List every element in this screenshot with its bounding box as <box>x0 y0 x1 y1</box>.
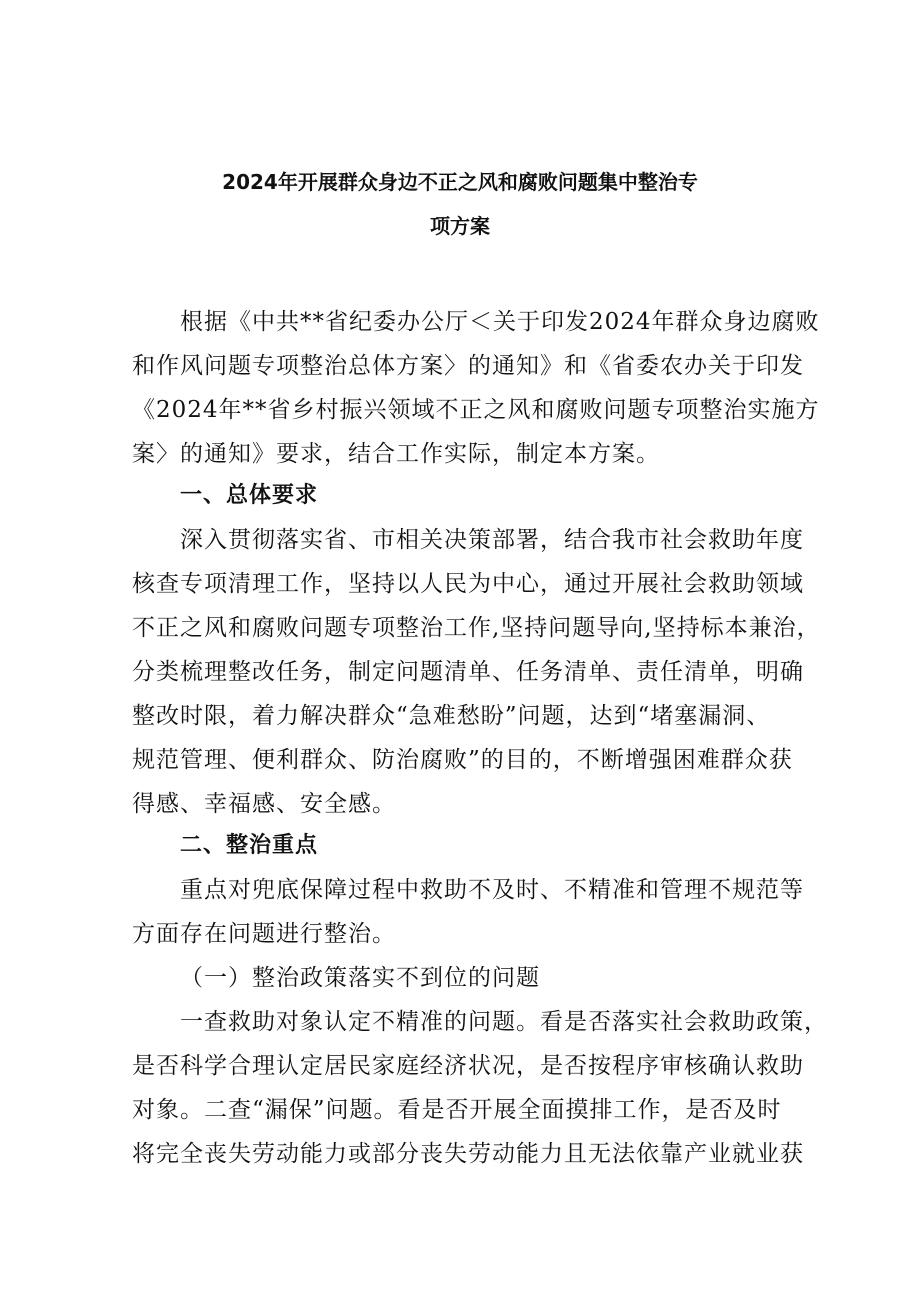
intro-line: 《2024年**省乡村振兴领域不正之风和腐败问题专项整治实施方 <box>132 397 820 423</box>
document-title-line-1: 2024年开展群众身边不正之风和腐败问题集中整治专 <box>222 170 698 194</box>
paragraph-line: 一查救助对象认定不精准的问题。看是否落实社会救助政策， <box>180 1009 828 1035</box>
paragraph-line: 核查专项清理工作，坚持以人民为中心，通过开展社会救助领域 <box>132 571 804 597</box>
paragraph-line: 深入贯彻落实省、市相关决策部署，结合我市社会救助年度 <box>180 527 804 553</box>
paragraph-line: 规范管理、便利群众、防治腐败”的目的，不断增强困难群众获 <box>132 747 793 773</box>
section-heading-general-requirements: 一、总体要求 <box>180 483 319 508</box>
intro-line: 根据《中共**省纪委办公厅＜关于印发2024年群众身边腐败 <box>180 309 820 335</box>
paragraph-line: 对象。二查“漏保”问题。看是否开展全面摸排工作，是否及时 <box>132 1097 782 1123</box>
section-heading-key-rectification: 二、整治重点 <box>180 833 319 858</box>
paragraph-line: 整改时限，着力解决群众“急难愁盼”问题，达到“堵塞漏洞、 <box>132 703 771 729</box>
paragraph-line: 方面存在问题进行整治。 <box>132 921 396 947</box>
paragraph-line: 是否科学合理认定居民家庭经济状况，是否按程序审核确认救助 <box>132 1053 804 1079</box>
intro-line: 案〉的通知》要求，结合工作实际，制定本方案。 <box>132 441 660 467</box>
paragraph-line: 不正之风和腐败问题专项整治工作,坚持问题导向,坚持标本兼治， <box>132 615 821 641</box>
paragraph-line: 将完全丧失劳动能力或部分丧失劳动能力且无法依靠产业就业获 <box>132 1141 804 1167</box>
paragraph-line: 分类梳理整改任务，制定问题清单、任务清单、责任清单，明确 <box>132 659 804 685</box>
intro-line: 和作风问题专项整治总体方案〉的通知》和《省委农办关于印发 <box>132 353 804 379</box>
paragraph-line: 得感、幸福感、安全感。 <box>132 791 396 817</box>
paragraph-line: 重点对兜底保障过程中救助不及时、不精准和管理不规范等 <box>180 877 804 903</box>
document-title-line-2: 项方案 <box>430 214 490 238</box>
subsection-heading: （一）整治政策落实不到位的问题 <box>180 965 540 991</box>
